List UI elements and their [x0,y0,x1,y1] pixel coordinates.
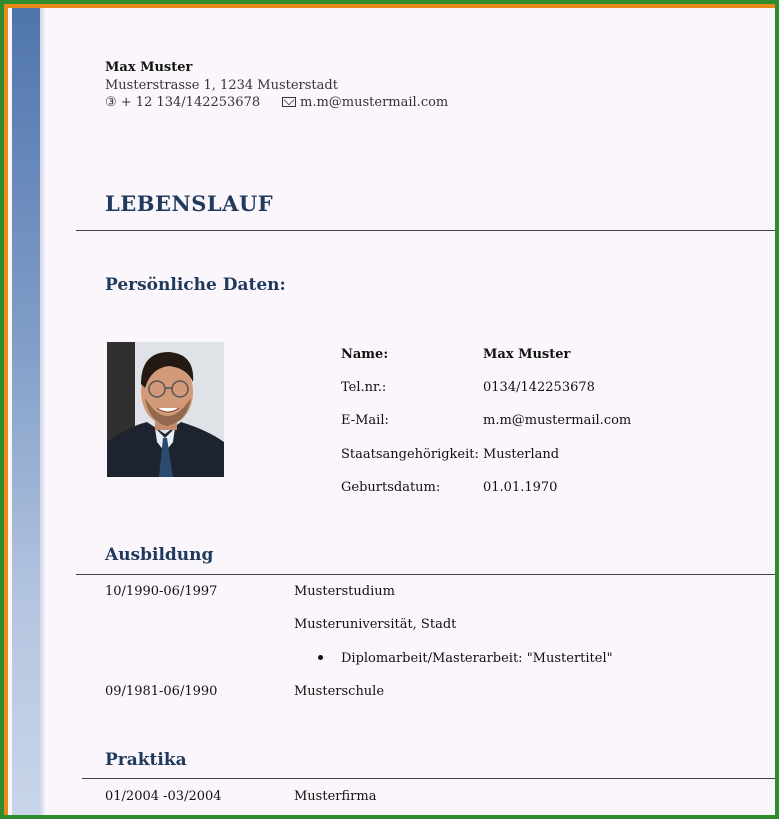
envelope-icon [282,97,296,107]
label-email: E-Mail: [341,413,389,428]
internships-divider [82,778,775,779]
page-title: LEBENSLAUF [105,191,274,216]
education-title: Musterschule [294,684,385,699]
value-name: Max Muster [483,347,571,362]
header-address: Musterstrasse 1, 1234 Musterstadt [105,78,338,93]
education-title: Musterstudium [294,584,395,599]
header-email-line [282,95,448,110]
education-bullet: Diplomarbeit/Masterarbeit: "Mustertitel" [341,651,613,666]
value-email[interactable]: m.m@mustermail.com [483,413,632,428]
value-phone: 0134/142253678 [483,380,595,395]
header-phone: ③ + 12 134/142253678 [105,95,261,110]
education-heading: Ausbildung [105,545,214,565]
internships-heading: Praktika [105,750,187,770]
label-phone: Tel.nr.: [341,380,387,395]
education-period: 10/1990-06/1997 [105,584,218,599]
personal-data-heading: Persönliche Daten: [105,275,286,295]
cv-page [8,8,775,815]
label-name: Name: [341,347,389,362]
bullet-icon [318,655,323,660]
title-divider [76,230,775,231]
education-period: 09/1981-06/1990 [105,684,218,699]
header-name: Max Muster [105,60,193,75]
internship-period: 01/2004 -03/2004 [105,789,222,804]
label-birthdate: Geburtsdatum: [341,480,441,495]
decorative-side-bar [12,8,40,815]
internship-title: Musterfirma [294,789,377,804]
profile-photo [107,342,224,477]
label-nationality: Staatsangehörigkeit: [341,447,479,462]
header-email[interactable]: m.m@mustermail.com [300,95,449,110]
value-birthdate: 01.01.1970 [483,480,558,495]
value-nationality: Musterland [483,447,560,462]
education-divider [76,574,775,575]
portrait-image [107,342,224,477]
education-detail: Musteruniversität, Stadt [294,617,457,632]
